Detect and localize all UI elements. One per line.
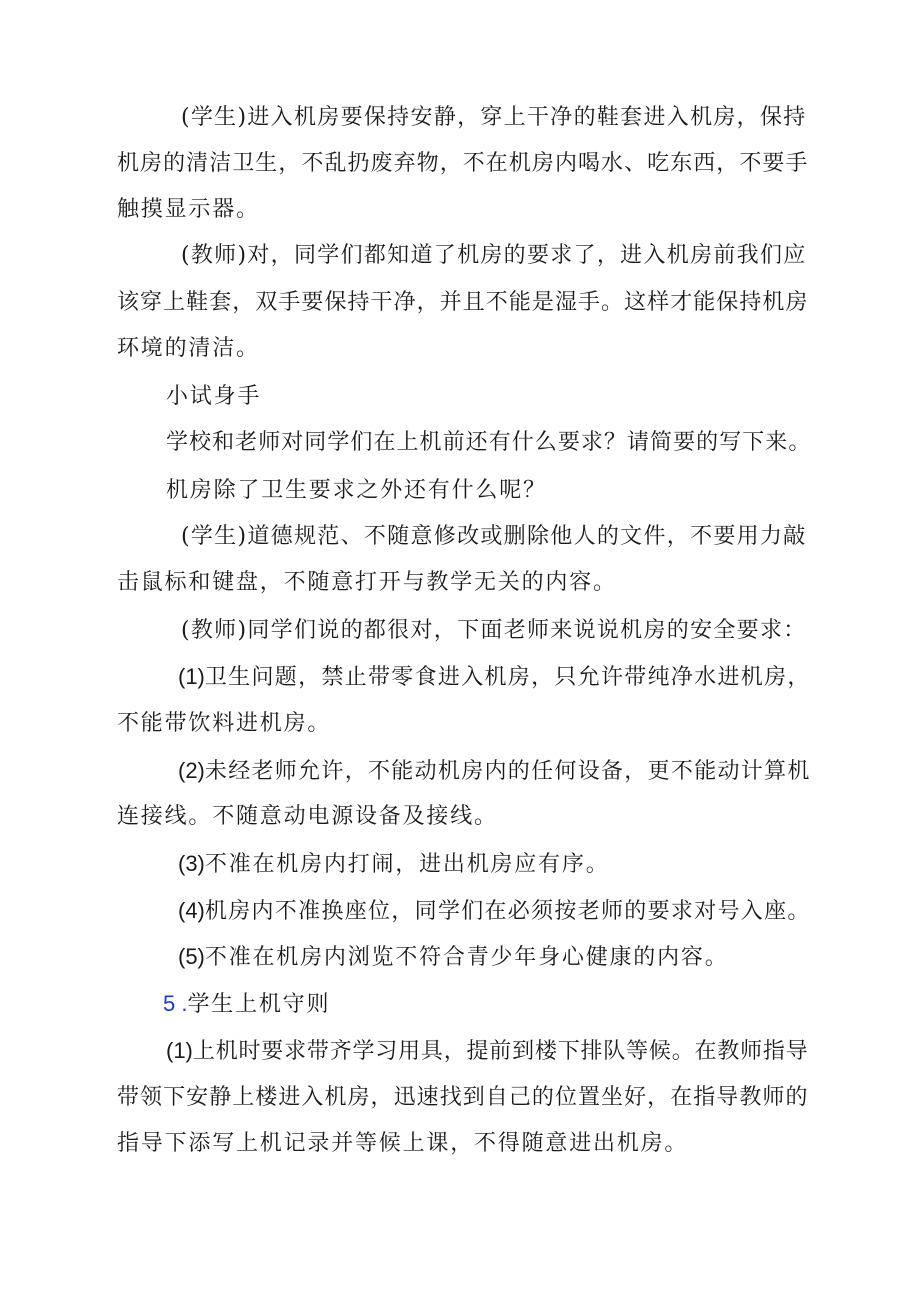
section-title: 学生上机守则 [187, 992, 331, 1017]
paragraph-line: 连接线。不随意动电源设备及接线。 [117, 804, 498, 829]
list-item-line [166, 1036, 809, 1067]
paragraph-line: 机房的清洁卫生，不乱扔废弃物，不在机房内喝水、吃东西，不要手 [117, 151, 809, 176]
section-heading [163, 989, 330, 1020]
list-number: (2) [178, 758, 205, 783]
list-item-text: 上机时要求带齐学习用具，提前到楼下排队等候。在教师指导 [192, 1039, 809, 1064]
list-number: (3) [178, 851, 205, 876]
list-item-line [178, 756, 811, 787]
list-number: (4) [178, 898, 205, 923]
list-number: (5) [178, 944, 205, 969]
paragraph-line: 环境的清洁。 [117, 336, 260, 361]
paragraph-line: 该穿上鞋套，双手要保持干净，并且不能是湿手。这样才能保持机房 [117, 290, 809, 315]
section-number: 5 . [163, 991, 188, 1016]
paragraph-line: 不能带饮料进机房。 [117, 711, 332, 736]
paragraph-line: 触摸显示器。 [117, 197, 260, 222]
paragraph-line: (学生)道德规范、不随意修改或删除他人的文件，不要用力敲 [181, 524, 807, 549]
paragraph-line: (学生)进入机房要保持安静，穿上干净的鞋套进入机房，保持 [181, 105, 807, 130]
list-item-text: 不准在机房内浏览不符合青少年身心健康的内容。 [204, 945, 729, 970]
list-number: (1) [178, 664, 205, 689]
paragraph-line: (教师)对，同学们都知道了机房的要求了，进入机房前我们应 [181, 243, 807, 268]
section-heading: 小试身手 [166, 384, 262, 409]
paragraph-line: 击鼠标和键盘，不随意打开与教学无关的内容。 [117, 570, 617, 595]
paragraph-line: 带领下安静上楼进入机房，迅速找到自己的位置坐好，在指导教师的 [117, 1085, 809, 1110]
paragraph-line: 学校和老师对同学们在上机前还有什么要求？请简要的写下来。 [166, 430, 812, 455]
paragraph-line: 指导下添写上机记录并等候上课，不得随意进出机房。 [117, 1131, 689, 1156]
list-item-line [178, 849, 610, 880]
list-item-text: 机房内不准换座位，同学们在必须按老师的要求对号入座。 [204, 899, 811, 924]
list-item-line [178, 896, 811, 927]
list-item-text: 未经老师允许，不能动机房内的任何设备，更不能动计算机 [204, 759, 811, 784]
paragraph-line: (教师)同学们说的都很对，下面老师来说说机房的安全要求： [181, 618, 807, 643]
list-item-line [178, 942, 729, 973]
list-item-text: 不准在机房内打闹，进出机房应有序。 [204, 852, 610, 877]
paragraph-line: 机房除了卫生要求之外还有什么呢？ [166, 478, 547, 503]
list-item-text: 卫生问题，禁止带零食进入机房，只允许带纯净水进机房， [204, 665, 811, 690]
list-number: (1) [166, 1038, 193, 1063]
list-item-line [178, 662, 811, 693]
